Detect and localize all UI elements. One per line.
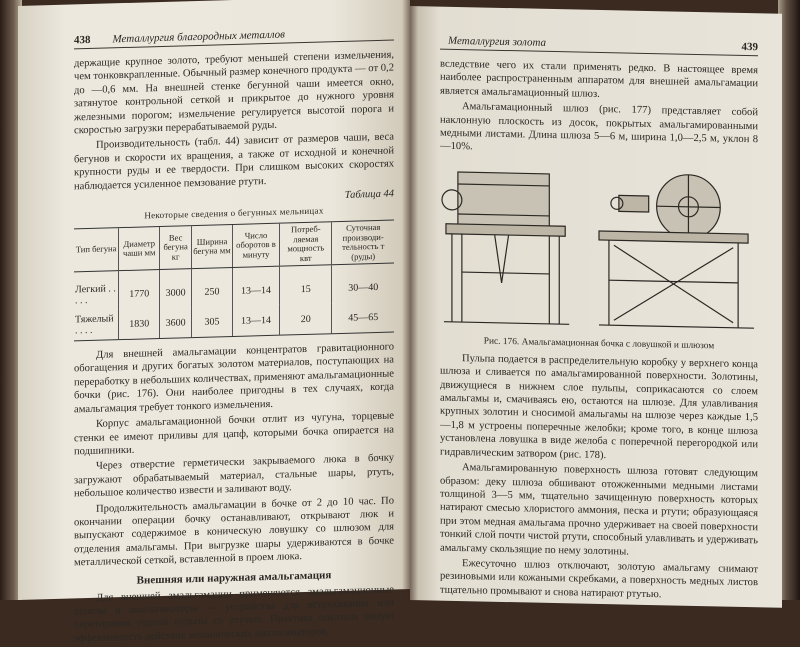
- section-title: Внешняя или наружная амальгамация: [136, 568, 332, 587]
- right-page: [410, 6, 782, 608]
- paragraph: Пульпа подается в распределительную коробку у верхнего конца шлюза и сливается по амальгамированной поверхности. Золотины, движущиеся в нижнем слое пульпы, соприкасаются со слоем амальгамы и, смачиваясь ею, остаются на шлюзе. Для улавливания крупных золотин и сносимой амальгамы на шлюзе через каждые 1,5—1,8 м устроены поперечные желобки; кроме того, в конце шлюза установлена ловушка в виде желоба с поперечной перегородкой или гидравлическим затвором (рис. 178).: [440, 352, 758, 461]
- right-running-header: [440, 35, 758, 57]
- figure-caption: Рис. 176. Амальгамационная бочка с ловушкой и шлюзом: [483, 336, 715, 352]
- table-cell: 30—40: [332, 263, 394, 303]
- table-cell: 15: [280, 265, 332, 305]
- table-cell: 3000: [160, 269, 192, 308]
- amalgamation-barrel-figure: [440, 161, 758, 338]
- table-header-cell: Тип бегуна: [74, 228, 119, 272]
- table-header-cell: Число оборотов в минуту: [232, 223, 279, 267]
- left-page-number: 438: [74, 33, 91, 47]
- table-cell: 305: [192, 306, 233, 338]
- table-cell: 1830: [119, 308, 160, 340]
- right-page-number: 439: [741, 40, 758, 54]
- paragraph: Производительность (табл. 44) зависит от размеров чаши, веса бегунов и скорости их вращения, а также от исходной и конечной крупности руды и ее твердости. При слишком высоких скоростях наблюдается усиленное пемзование ртути.: [74, 131, 394, 193]
- left-header-title: Металлургия благородных металлов: [112, 28, 285, 46]
- runner-mill-table: [74, 220, 394, 342]
- paragraph: Ежесуточно шлюз отключают, золотую амальгаму снимают резиновыми или кожаными скребками, а поверхность медных листов тщательно промывают и снова натирают ртутью.: [440, 558, 758, 601]
- paragraph: Амальгамационный шлюз (рис. 177) представляет собой наклонную плоскость из досок, покрытых амальгамированными медными листами. Длина шлюза 5—6 м, ширина 1,0—2,5 м, уклон 8—10%.: [440, 101, 758, 153]
- left-running-header: [74, 25, 394, 49]
- paragraph: Для внешней амальгамации применяются амальгамационные шлюзы и амальгаматоры — устройства для встряхивания или перетирания рудной пульпы со ртутью. Практика показала малую эффективность действия механических амальгаматоров,: [74, 584, 394, 645]
- book-gutter: [402, 0, 418, 600]
- paragraph: Корпус амальгамационной бочки отлит из чугуна, торцевые стенки ее имеют приливы для цапф, которыми бочка опирается на подшипники.: [74, 410, 394, 458]
- table-title: Некоторые сведения о бегунных мельницах: [144, 205, 324, 221]
- table-cell: 1770: [119, 270, 160, 310]
- paragraph: вследствие чего их стали применять редко. В настоящее время наиболее распространенным аппаратом для внешней амальгамации является амальгамационный шлюз.: [440, 58, 758, 100]
- table-header-cell: Ширина бегуна мм: [192, 225, 233, 269]
- paragraph: Для внешней амальгамации концентратов гравитационного обогащения и других богатых золотом материалов, поступающих на переработку в небольших количествах, применяют амальгамационные бочки (рис. 176). Они наиболее пригодны в тех случаях, когда амальгамация требует тонкого измельчения.: [74, 341, 394, 416]
- table-cell: 45—65: [332, 302, 394, 334]
- paragraph: Амальгамированную поверхность шлюза готовят следующим образом: деку шлюза обшивают отожженными медными листами толщиной 3—5 мм, тщательно зачищенную поверхность которых натирают смесью хлористого аммония, песка и ртути; образующаяся при этом медная амальгама прочно удерживает на своей поверхности тонкий слой почти чистой ртути, способный улавливать и удерживать амальгаму скользящие по нему золотины.: [440, 462, 758, 558]
- table-cell: 13—14: [232, 266, 279, 306]
- right-header-title: Металлургия золота: [448, 34, 547, 49]
- barrel-drawing: [440, 161, 758, 338]
- table-cell: Легкий . . . . .: [75, 283, 116, 307]
- table-header-cell: Диаметр чаши мм: [119, 227, 160, 271]
- paragraph: держащие крупное золото, требуют меньшей степени измельчения, чем тонковкрапленные. Обычный размер конечного продукта — от 0,2 до —0,6 мм. На внешней стенке бегунной чаши имеется окно, затянутое контрольной сеткой и прикрытое до нужного уровня железными порогом; измельчение регулируется высотой порога и скоростью загрузки перерабатываемой руды.: [74, 49, 394, 137]
- table-cell: 20: [280, 303, 332, 335]
- table-cell: 3600: [160, 307, 192, 338]
- table-caption: Таблица 44: [344, 188, 394, 201]
- table-header-cell: Суточная производительность т (руды): [332, 220, 394, 265]
- table-cell: 250: [192, 268, 233, 308]
- paragraph: Через отверстие герметически закрываемого люка в бочку загружают обрабатываемый материал, стальные шары, ртуть, небольшое количество извести и заливают воду.: [74, 452, 394, 500]
- table-header-cell: Вес бегуна кг: [160, 226, 192, 270]
- table-cell: 13—14: [232, 305, 279, 337]
- paragraph: Продолжительность амальгамации в бочке от 2 до 10 час. По окончании операции бочку останавливают, открывают люк и выпускают содержимое в коническую ловушку со шлюзом для отделения амальгамы. При выгрузке шары удерживаются в бочке металлической сеткой, вставленной в проем люка.: [74, 495, 394, 569]
- left-page: [18, 0, 410, 645]
- table-cell: Тяжелый . . . .: [74, 309, 119, 341]
- table-header-cell: Потребляемая мощность квт: [280, 222, 332, 266]
